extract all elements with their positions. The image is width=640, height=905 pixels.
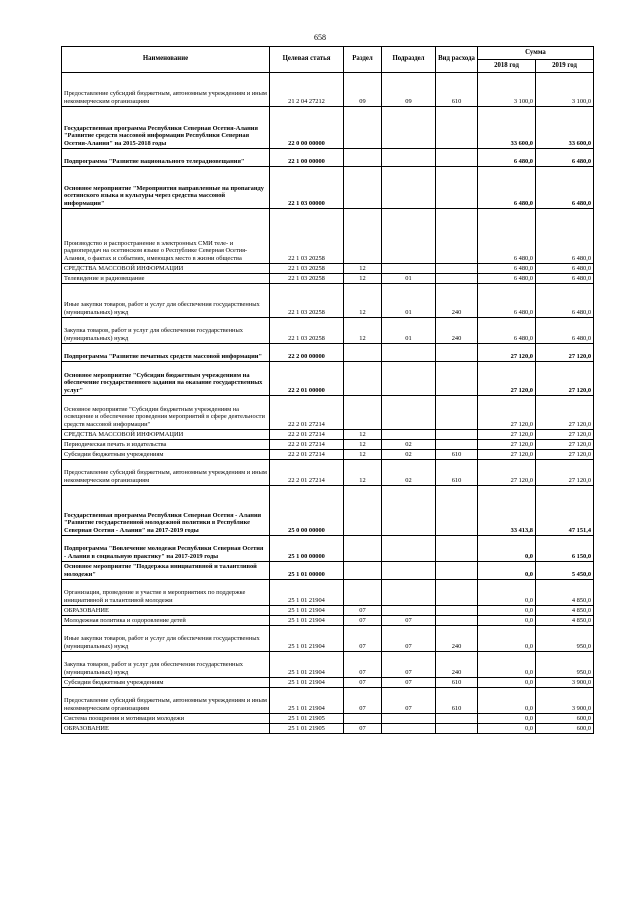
cell-v2018: 27 120,0 (478, 430, 536, 440)
cell-v2019: 5 450,0 (536, 562, 594, 580)
cell-subsection: 01 (382, 318, 436, 344)
cell-subsection (382, 724, 436, 734)
cell-subsection (382, 714, 436, 724)
cell-v2018: 27 120,0 (478, 396, 536, 430)
cell-type: 240 (436, 652, 478, 678)
cell-v2018: 0,0 (478, 688, 536, 714)
cell-type: 240 (436, 318, 478, 344)
cell-type (436, 440, 478, 450)
cell-name: Основное мероприятие "Поддержка инициативной и талантливой молодежи" (62, 562, 270, 580)
cell-subsection: 02 (382, 440, 436, 450)
table-row (62, 724, 594, 734)
cell-v2018: 27 120,0 (478, 344, 536, 362)
cell-target: 22 2 01 27214 (270, 450, 344, 460)
cell-v2018: 27 120,0 (478, 440, 536, 450)
cell-type: 610 (436, 450, 478, 460)
cell-name: Производство и распространение в электронных СМИ теле- и радиопередач на осетинском языке о Республике Северная Осетия-Алания, о фактах и событиях, имеющих место в жизни общества (62, 209, 270, 264)
cell-subsection (382, 430, 436, 440)
cell-subsection: 07 (382, 688, 436, 714)
cell-v2018: 0,0 (478, 580, 536, 606)
cell-v2019: 3 900,0 (536, 678, 594, 688)
cell-subsection (382, 344, 436, 362)
cell-name: Субсидии бюджетным учреждениям (62, 678, 270, 688)
cell-section: 12 (344, 284, 382, 318)
cell-v2018: 6 480,0 (478, 274, 536, 284)
cell-type (436, 344, 478, 362)
cell-target: 22 1 03 20258 (270, 209, 344, 264)
cell-v2019: 27 120,0 (536, 440, 594, 450)
cell-name: Предоставление субсидий бюджетным, автономным учреждениям и иным некоммерческим организациям (62, 73, 270, 107)
cell-v2018: 0,0 (478, 616, 536, 626)
cell-target: 22 2 01 00000 (270, 362, 344, 396)
cell-v2019: 27 120,0 (536, 450, 594, 460)
cell-type (436, 724, 478, 734)
cell-target: 25 1 01 21905 (270, 724, 344, 734)
cell-subsection: 02 (382, 450, 436, 460)
cell-target: 21 2 04 27212 (270, 73, 344, 107)
cell-section (344, 344, 382, 362)
header-2019: 2019 год (536, 60, 594, 73)
cell-name: Предоставление субсидий бюджетным, автономным учреждениям и иным некоммерческим организациям (62, 460, 270, 486)
cell-name: Основное мероприятие "Субсидии бюджетным учреждениям на обеспечение государственного задания на оказание государственных услуг" (62, 362, 270, 396)
cell-section (344, 209, 382, 264)
cell-section: 12 (344, 318, 382, 344)
cell-subsection (382, 580, 436, 606)
cell-target: 22 2 01 27214 (270, 440, 344, 450)
cell-type: 610 (436, 678, 478, 688)
cell-target: 25 1 01 21904 (270, 626, 344, 652)
cell-section: 12 (344, 274, 382, 284)
table-row (62, 167, 594, 209)
cell-section (344, 167, 382, 209)
cell-section: 12 (344, 264, 382, 274)
cell-type: 240 (436, 626, 478, 652)
cell-section (344, 486, 382, 536)
cell-name: Периодическая печать и издательства (62, 440, 270, 450)
cell-name: Подпрограмма "Развитие печатных средств массовой информации" (62, 344, 270, 362)
cell-subsection: 07 (382, 678, 436, 688)
table-row (62, 149, 594, 167)
cell-name: Закупка товаров, работ и услуг для обеспечения государственных (муниципальных) нужд (62, 318, 270, 344)
cell-target: 22 1 03 20258 (270, 284, 344, 318)
cell-name: Закупка товаров, работ и услуг для обеспечения государственных (муниципальных) нужд (62, 652, 270, 678)
cell-target: 25 1 01 21904 (270, 652, 344, 678)
cell-v2019: 27 120,0 (536, 396, 594, 430)
cell-name: ОБРАЗОВАНИЕ (62, 606, 270, 616)
cell-v2018: 6 480,0 (478, 167, 536, 209)
cell-target: 22 2 01 27214 (270, 430, 344, 440)
cell-target: 22 2 00 00000 (270, 344, 344, 362)
cell-v2018: 0,0 (478, 714, 536, 724)
cell-section (344, 362, 382, 396)
cell-target: 25 1 01 21904 (270, 580, 344, 606)
table-row (62, 396, 594, 430)
cell-section: 07 (344, 626, 382, 652)
cell-v2018: 0,0 (478, 678, 536, 688)
table-row (62, 616, 594, 626)
cell-type (436, 616, 478, 626)
table-row (62, 450, 594, 460)
cell-v2018: 6 480,0 (478, 209, 536, 264)
header-subsection: Подраздел (382, 47, 436, 73)
cell-v2019: 600,0 (536, 714, 594, 724)
table-row (62, 318, 594, 344)
table-row (62, 486, 594, 536)
cell-subsection (382, 562, 436, 580)
cell-v2019: 950,0 (536, 652, 594, 678)
cell-type (436, 606, 478, 616)
cell-section: 12 (344, 460, 382, 486)
cell-v2019: 6 480,0 (536, 167, 594, 209)
cell-v2019: 3 900,0 (536, 688, 594, 714)
cell-target: 22 1 03 20258 (270, 264, 344, 274)
table-row (62, 284, 594, 318)
cell-type (436, 536, 478, 562)
table-row (62, 460, 594, 486)
header-2018: 2018 год (478, 60, 536, 73)
cell-name: Основное мероприятие "Субсидии бюджетным учреждениям на освещение и обеспечение проведения мероприятий в сфере деятельности средств массовой информации" (62, 396, 270, 430)
cell-type (436, 562, 478, 580)
cell-target: 25 1 01 21904 (270, 616, 344, 626)
table-row (62, 562, 594, 580)
cell-section: 07 (344, 616, 382, 626)
budget-table (61, 46, 594, 734)
cell-section: 07 (344, 688, 382, 714)
cell-section: 07 (344, 652, 382, 678)
cell-target: 25 1 01 21904 (270, 678, 344, 688)
cell-subsection: 07 (382, 652, 436, 678)
cell-type (436, 580, 478, 606)
cell-name: Предоставление субсидий бюджетным, автономным учреждениям и иным некоммерческим организациям (62, 688, 270, 714)
cell-section (344, 396, 382, 430)
cell-v2019: 6 480,0 (536, 209, 594, 264)
cell-v2019: 33 600,0 (536, 107, 594, 149)
cell-type (436, 149, 478, 167)
table-row (62, 440, 594, 450)
cell-type: 610 (436, 688, 478, 714)
cell-type (436, 486, 478, 536)
cell-subsection (382, 107, 436, 149)
header-name: Наименование (62, 47, 270, 73)
table-row (62, 344, 594, 362)
cell-name: Субсидии бюджетным учреждениям (62, 450, 270, 460)
cell-subsection: 09 (382, 73, 436, 107)
cell-v2018: 27 120,0 (478, 362, 536, 396)
cell-subsection (382, 264, 436, 274)
cell-name: Молодежная политика и оздоровление детей (62, 616, 270, 626)
cell-v2019: 27 120,0 (536, 460, 594, 486)
cell-v2018: 27 120,0 (478, 460, 536, 486)
cell-v2018: 0,0 (478, 606, 536, 616)
cell-section (344, 149, 382, 167)
cell-v2018: 0,0 (478, 626, 536, 652)
cell-subsection (382, 486, 436, 536)
table-row (62, 73, 594, 107)
cell-target: 22 2 01 27214 (270, 396, 344, 430)
cell-v2019: 950,0 (536, 626, 594, 652)
cell-section: 12 (344, 430, 382, 440)
cell-v2018: 0,0 (478, 536, 536, 562)
cell-name: Организация, проведение и участие в мероприятиях по поддержке инициативной и талантливой молодежи (62, 580, 270, 606)
table-row (62, 606, 594, 616)
cell-v2019: 4 850,0 (536, 580, 594, 606)
cell-subsection: 07 (382, 626, 436, 652)
cell-type (436, 107, 478, 149)
cell-v2019: 3 100,0 (536, 73, 594, 107)
header-sum: Сумма (478, 47, 594, 60)
cell-subsection (382, 396, 436, 430)
cell-section: 07 (344, 724, 382, 734)
cell-section (344, 107, 382, 149)
cell-name: СРЕДСТВА МАССОВОЙ ИНФОРМАЦИИ (62, 264, 270, 274)
table-row (62, 688, 594, 714)
cell-v2018: 6 480,0 (478, 264, 536, 274)
cell-target: 22 2 01 27214 (270, 460, 344, 486)
table-row (62, 626, 594, 652)
cell-v2019: 4 850,0 (536, 616, 594, 626)
cell-v2018: 0,0 (478, 652, 536, 678)
cell-type: 240 (436, 284, 478, 318)
cell-v2019: 47 151,4 (536, 486, 594, 536)
cell-name: Иные закупки товаров, работ и услуг для обеспечения государственных (муниципальных) нужд (62, 284, 270, 318)
table-row (62, 652, 594, 678)
cell-target: 25 1 01 21905 (270, 714, 344, 724)
cell-v2018: 27 120,0 (478, 450, 536, 460)
cell-v2019: 4 850,0 (536, 606, 594, 616)
cell-name: Основное мероприятие "Мероприятия направленные на пропаганду осетинского языка и культуры через средства массовой информации" (62, 167, 270, 209)
cell-v2019: 600,0 (536, 724, 594, 734)
cell-target: 22 1 03 00000 (270, 167, 344, 209)
cell-name: Иные закупки товаров, работ и услуг для обеспечения государственных (муниципальных) нужд (62, 626, 270, 652)
cell-section (344, 562, 382, 580)
cell-subsection (382, 149, 436, 167)
cell-target: 25 1 01 21904 (270, 688, 344, 714)
cell-v2019: 6 480,0 (536, 149, 594, 167)
cell-target: 22 0 00 00000 (270, 107, 344, 149)
cell-type (436, 396, 478, 430)
cell-name: СРЕДСТВА МАССОВОЙ ИНФОРМАЦИИ (62, 430, 270, 440)
cell-v2018: 6 480,0 (478, 284, 536, 318)
cell-name: Телевидение и радиовещание (62, 274, 270, 284)
cell-type: 610 (436, 460, 478, 486)
table-row (62, 536, 594, 562)
cell-section (344, 714, 382, 724)
cell-target: 25 0 00 00000 (270, 486, 344, 536)
cell-subsection: 02 (382, 460, 436, 486)
table-body (62, 73, 594, 734)
cell-subsection (382, 167, 436, 209)
cell-type (436, 362, 478, 396)
cell-v2019: 27 120,0 (536, 344, 594, 362)
table-row (62, 714, 594, 724)
table-row (62, 362, 594, 396)
cell-section: 12 (344, 450, 382, 460)
table-row (62, 107, 594, 149)
cell-subsection: 01 (382, 274, 436, 284)
cell-v2019: 6 480,0 (536, 264, 594, 274)
cell-type (436, 274, 478, 284)
cell-v2018: 6 480,0 (478, 318, 536, 344)
cell-type (436, 430, 478, 440)
cell-name: Подпрограмма "Развитие национального телерадиовещания" (62, 149, 270, 167)
cell-section: 09 (344, 73, 382, 107)
cell-target: 25 1 01 21904 (270, 606, 344, 616)
cell-v2018: 0,0 (478, 724, 536, 734)
table-row (62, 209, 594, 264)
cell-type (436, 714, 478, 724)
cell-v2018: 0,0 (478, 562, 536, 580)
table-row (62, 274, 594, 284)
cell-v2018: 6 480,0 (478, 149, 536, 167)
table-row (62, 264, 594, 274)
cell-v2018: 3 100,0 (478, 73, 536, 107)
cell-section: 07 (344, 678, 382, 688)
cell-name: Государственная программа Республики Северная Осетия-Алания "Развитие средств массовой информации Республики Северная Осетия-Алания" на 2015-2018 годы (62, 107, 270, 149)
cell-subsection (382, 362, 436, 396)
header-expense-type: Вид расхода (436, 47, 478, 73)
header-section: Раздел (344, 47, 382, 73)
cell-subsection (382, 536, 436, 562)
cell-type (436, 209, 478, 264)
cell-v2019: 6 150,0 (536, 536, 594, 562)
table-row (62, 580, 594, 606)
table-row (62, 430, 594, 440)
cell-v2019: 27 120,0 (536, 430, 594, 440)
header-target: Целевая статья (270, 47, 344, 73)
cell-target: 25 1 01 00000 (270, 562, 344, 580)
cell-v2018: 33 600,0 (478, 107, 536, 149)
cell-section (344, 580, 382, 606)
cell-type: 610 (436, 73, 478, 107)
cell-v2018: 33 413,8 (478, 486, 536, 536)
cell-name: ОБРАЗОВАНИЕ (62, 724, 270, 734)
table-row (62, 678, 594, 688)
cell-subsection: 01 (382, 284, 436, 318)
cell-v2019: 6 480,0 (536, 318, 594, 344)
cell-target: 25 1 00 00000 (270, 536, 344, 562)
cell-v2019: 6 480,0 (536, 274, 594, 284)
cell-section: 12 (344, 440, 382, 450)
cell-section (344, 536, 382, 562)
cell-subsection (382, 209, 436, 264)
page-number: 658 (314, 33, 326, 42)
cell-v2019: 6 480,0 (536, 284, 594, 318)
cell-target: 22 1 03 20258 (270, 274, 344, 284)
cell-target: 22 1 03 20258 (270, 318, 344, 344)
cell-name: Государственная программа Республики Северная Осетия - Алания "Развитие государственной молодежной политики в Республике Северная Осетия - Алания" на 2017-2019 годы (62, 486, 270, 536)
cell-type (436, 167, 478, 209)
cell-name: Система поощрения и мотивации молодежи (62, 714, 270, 724)
cell-subsection (382, 606, 436, 616)
cell-section: 07 (344, 606, 382, 616)
cell-target: 22 1 00 00000 (270, 149, 344, 167)
cell-name: Подпрограмма "Вовлечение молодежи Республики Северная Осетия - Алания в социальную практику" на 2017-2019 годы (62, 536, 270, 562)
cell-subsection: 07 (382, 616, 436, 626)
cell-type (436, 264, 478, 274)
cell-v2019: 27 120,0 (536, 362, 594, 396)
